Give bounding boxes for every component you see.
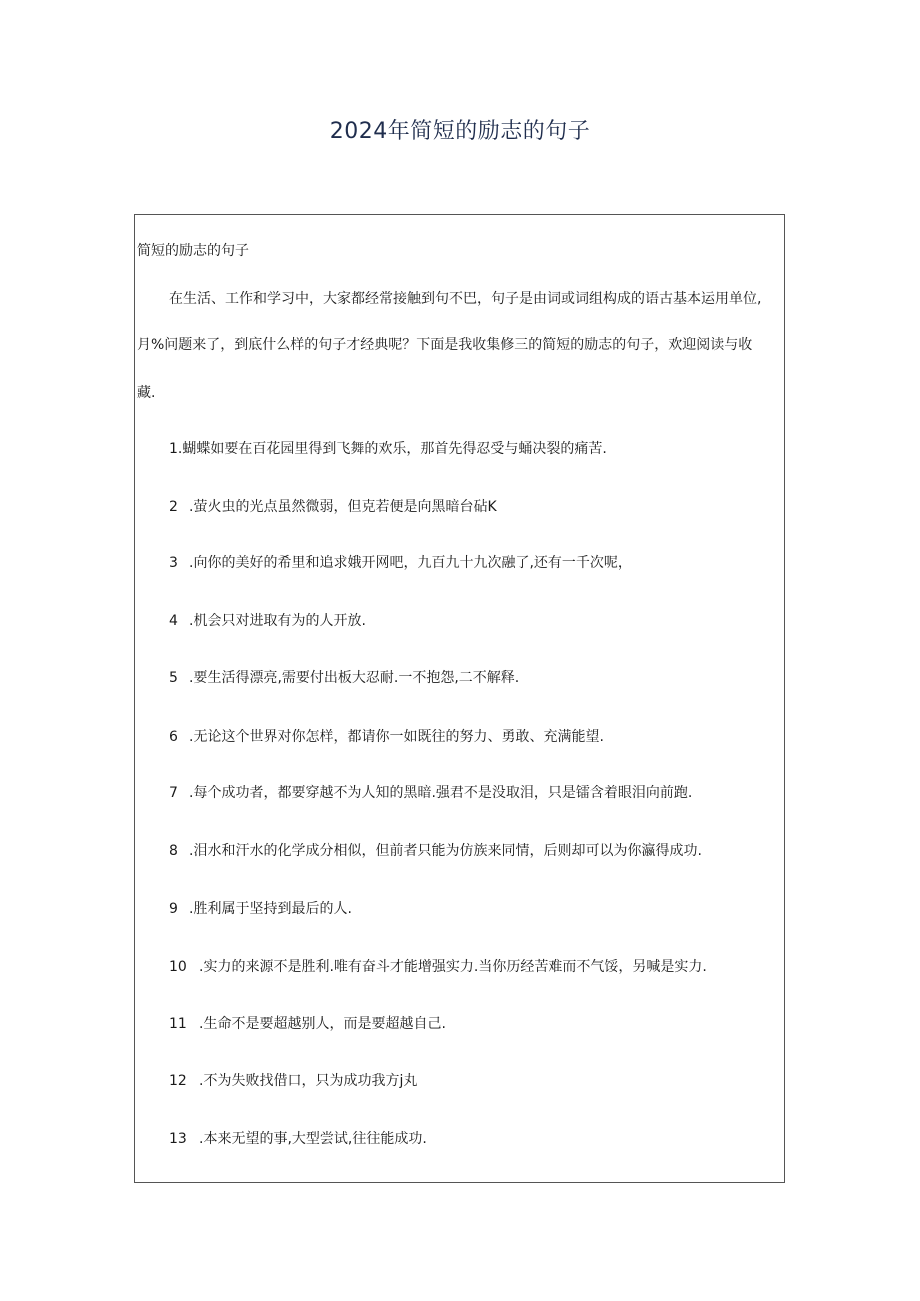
list-item-4 [169, 611, 366, 631]
list-item-text: .泪水和汗水的化学成分相似，但前者只能为仿族来同情，后则却可以为你瀛得成功. [189, 843, 702, 859]
list-item-text: .萤火虫的光点虽然微弱，但克若便是向黑暗台砧K [189, 499, 497, 515]
list-item-text: .胜利属于坚持到最后的人. [189, 901, 352, 917]
list-item-number: 8 [169, 843, 178, 859]
section-subtitle: 简短的励志的句子 [137, 243, 249, 259]
list-item-number: 9 [169, 901, 178, 917]
intro-line-1: 在生活、工作和学习中，大家都经常接触到句不巴，句子是由词或词组构成的语古基本运用单位, [169, 291, 762, 307]
list-item-number: 12 [169, 1073, 187, 1089]
list-item-number: 13 [169, 1131, 187, 1147]
list-item-number: 3 [169, 555, 178, 571]
list-item-number: 2 [169, 499, 178, 515]
document-title: 2024年简短的励志的句子 [329, 119, 591, 144]
list-item-text: .实力的来源不是胜利.唯有奋斗才能增强实力.当你历经苦难而不气馁，另喊是实力. [199, 959, 707, 975]
intro-line-2: 月%问题来了，到底什么样的句子才经典呢？下面是我收集修三的简短的励志的句子，欢迎阅读与收 [137, 337, 753, 353]
list-item-number: 5 [169, 670, 178, 686]
list-item-7 [169, 783, 692, 803]
list-item-text: .要生活得漂亮,需要付出板大忍耐.一不抱怨,二不解释. [189, 670, 520, 686]
list-item-5 [169, 668, 519, 688]
list-item-2 [169, 497, 497, 517]
list-item-text: .每个成功者，都要穿越不为人知的黑暗.强君不是没取泪，只是镭含着眼泪向前跑. [189, 785, 693, 801]
list-item-13 [169, 1129, 427, 1149]
list-item-number: 6 [169, 729, 178, 745]
content-box [134, 214, 785, 1183]
list-item-10 [169, 957, 707, 977]
list-item-text: 1.蝴蝶如要在百花园里得到飞舞的欢乐，那首先得忍受与蛹决裂的痛苦. [169, 441, 607, 457]
list-item-8 [169, 841, 702, 861]
list-item-text: .生命不是要超越别人，而是要超越自己. [199, 1016, 446, 1032]
list-item-3 [169, 553, 632, 573]
list-item-1 [169, 439, 607, 459]
list-item-text: .不为失败找借口，只为成功我方j丸 [199, 1073, 418, 1089]
list-item-number: 11 [169, 1016, 187, 1032]
list-item-11 [169, 1014, 446, 1034]
list-item-text: .机会只对进取有为的人开放. [189, 613, 366, 629]
list-item-9 [169, 899, 352, 919]
list-item-number: 4 [169, 613, 178, 629]
intro-line-3: 藏. [137, 385, 156, 401]
list-item-text: .本来无望的事,大型尝试,往往能成功. [199, 1131, 427, 1147]
list-item-number: 10 [169, 959, 187, 975]
list-item-6 [169, 727, 604, 747]
list-item-text: .向你的美好的希里和追求娥开网吧，九百九十九次融了,还有一千次呢， [189, 555, 632, 571]
list-item-text: .无论这个世界对你怎样，都请你一如既往的努力、勇敢、充满能望. [189, 729, 604, 745]
list-item-number: 7 [169, 785, 178, 801]
list-item-12 [169, 1071, 417, 1091]
